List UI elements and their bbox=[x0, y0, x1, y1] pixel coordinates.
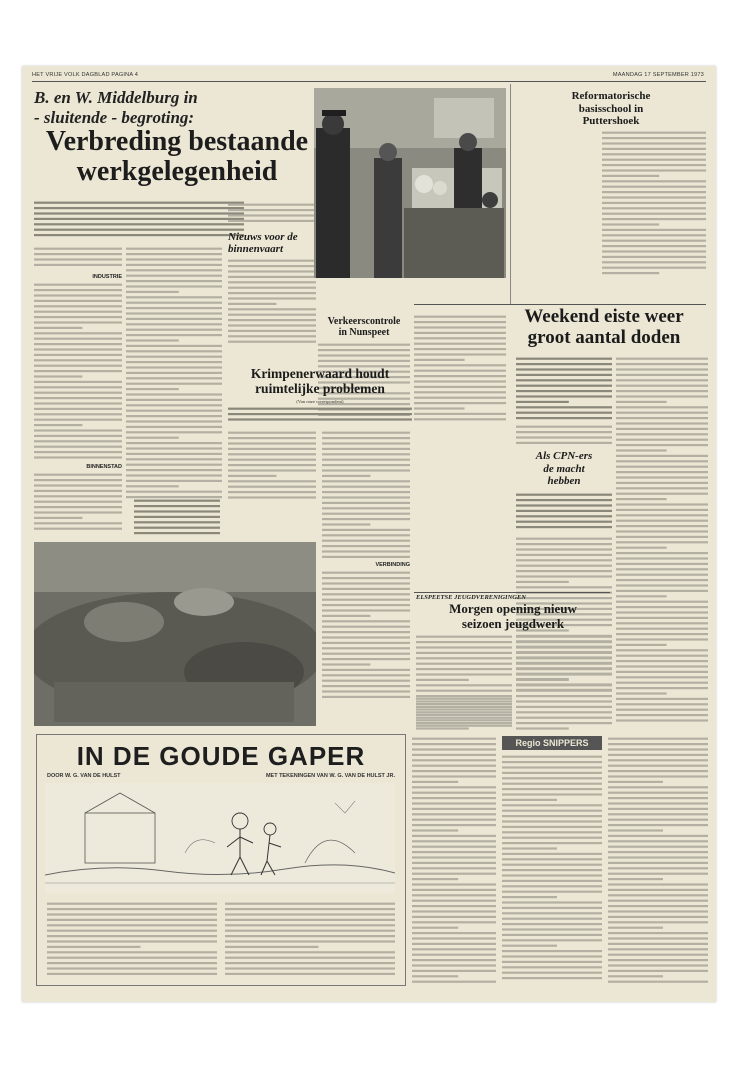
krimpen-col-1 bbox=[228, 430, 316, 502]
lead-column-1a bbox=[34, 246, 122, 272]
text-lines bbox=[416, 696, 512, 732]
text-lines bbox=[412, 736, 496, 986]
weekend-col-2 bbox=[616, 356, 708, 726]
header-rule bbox=[32, 81, 706, 82]
photo-landscape bbox=[34, 542, 316, 726]
snippers-col-2 bbox=[608, 736, 708, 986]
text-lines bbox=[616, 356, 708, 726]
section-verbinding: VERBINDING bbox=[375, 562, 410, 568]
jeugd-rule bbox=[414, 592, 610, 593]
weekend-col-1 bbox=[516, 424, 612, 446]
text-lines bbox=[134, 498, 220, 538]
krimpen-col-3 bbox=[322, 570, 410, 700]
masthead-date: MAANDAG 17 SEPTEMBER 1973 bbox=[612, 72, 704, 78]
regio-snippers-banner: Regio SNIPPERS bbox=[502, 736, 602, 750]
lead-intro bbox=[34, 200, 244, 242]
text-lines bbox=[34, 246, 122, 272]
comic-in-de-goude-gaper bbox=[36, 734, 406, 986]
comic-credit-right: MET TEKENINGEN VAN W. G. VAN DE HULST JR. bbox=[265, 773, 395, 779]
cpn-intro bbox=[516, 492, 612, 534]
jeugd-kicker: ELSPEETSE JEUGDVERENIGINGEN bbox=[416, 594, 526, 601]
comic-text-1 bbox=[47, 901, 217, 981]
jeugd-col-3 bbox=[416, 696, 512, 732]
text-lines bbox=[228, 202, 316, 228]
krimpen-intro bbox=[228, 406, 412, 426]
text-lines bbox=[414, 314, 506, 426]
heading-reformatorische: Reformatorische basisschool in Puttershoek bbox=[571, 90, 651, 127]
heading-weekend: Weekend eiste weer groot aantal doden bbox=[524, 306, 684, 348]
text-lines bbox=[228, 258, 316, 348]
heading-verkeerscontrole: Verkeerscontrole in Nunspeet bbox=[327, 316, 401, 338]
column-den-haag bbox=[412, 736, 496, 986]
text-lines bbox=[34, 282, 122, 462]
newspaper-page bbox=[22, 66, 716, 1002]
masthead-left: HET VRIJE VOLK DAGBLAD PAGINA 4 bbox=[32, 72, 139, 78]
column-3-top bbox=[228, 202, 316, 228]
lead-kicker-2: - sluitende - begroting: bbox=[34, 108, 195, 127]
comic-illustration bbox=[45, 783, 395, 893]
lead-title-1: Verbreding bestaande bbox=[45, 126, 309, 157]
weekend-intro bbox=[516, 356, 612, 422]
lead-column-1c bbox=[34, 472, 122, 536]
photo-ceremony bbox=[314, 88, 506, 278]
weekend-rule bbox=[414, 304, 706, 305]
text-lines bbox=[602, 130, 706, 280]
comic-drawing bbox=[45, 783, 395, 893]
text-lines bbox=[47, 901, 217, 981]
heading-krimpenerwaard: Krimpenerwaard houdt ruimtelijke problemen bbox=[250, 366, 390, 396]
krimpen-col-2 bbox=[322, 430, 410, 560]
photo-ceremony-image bbox=[314, 88, 506, 278]
lead-column-2-bold bbox=[134, 498, 220, 538]
column-3-nieuws bbox=[228, 258, 316, 348]
heading-jeugdwerk: Morgen opening nieuw seizoen jeugdwerk bbox=[449, 601, 577, 631]
text-lines bbox=[225, 901, 395, 981]
text-lines bbox=[516, 356, 612, 422]
text-lines bbox=[322, 570, 410, 700]
text-lines bbox=[516, 424, 612, 446]
photo-landscape-image bbox=[34, 542, 316, 726]
article-reformatorische bbox=[602, 130, 706, 280]
comic-title: IN DE GOUDE GAPER bbox=[76, 741, 366, 771]
column-divider bbox=[510, 84, 511, 304]
text-lines bbox=[228, 406, 412, 426]
text-lines bbox=[34, 200, 244, 242]
snippers-col-1 bbox=[502, 754, 602, 984]
lead-column-2 bbox=[126, 246, 222, 502]
lead-kicker-1: B. en W. Middelburg in bbox=[34, 88, 198, 107]
text-lines bbox=[126, 246, 222, 502]
comic-text-2 bbox=[225, 901, 395, 981]
text-lines bbox=[322, 430, 410, 560]
article-verkeerscontrole-2 bbox=[414, 314, 506, 426]
byline-krimpen: (Van onze correspondent) bbox=[296, 399, 344, 404]
jeugd-col-2 bbox=[516, 634, 612, 732]
section-industrie: INDUSTRIE bbox=[92, 274, 122, 280]
text-lines bbox=[516, 634, 612, 732]
section-binnenstad: BINNENSTAD bbox=[86, 464, 122, 470]
text-lines bbox=[516, 492, 612, 534]
text-lines bbox=[228, 430, 316, 502]
lead-column-1b bbox=[34, 282, 122, 462]
heading-nieuws-binnenvaart: Nieuws voor de binnenvaart bbox=[228, 231, 298, 255]
comic-credit-left: DOOR W. G. VAN DE HULST bbox=[47, 773, 121, 779]
text-lines bbox=[502, 754, 602, 984]
text-lines bbox=[34, 472, 122, 536]
heading-cpn: Als CPN-ers de macht hebben bbox=[535, 450, 593, 487]
photo-ceremony-caption bbox=[314, 282, 506, 312]
text-lines bbox=[608, 736, 708, 986]
lead-title-2: werkgelegenheid bbox=[76, 156, 278, 187]
